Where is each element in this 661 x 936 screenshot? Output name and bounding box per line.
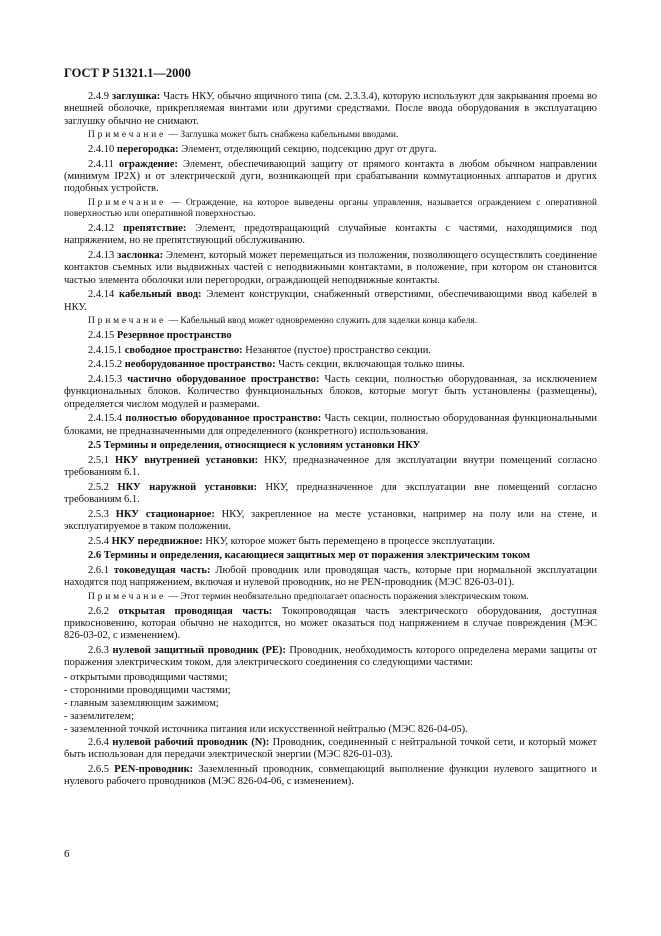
- list-item: - открытыми проводящими частями;: [64, 671, 228, 683]
- clause-2-6-4: 2.6.4 нулевой рабочий проводник (N): Проводник, соединенный с нейтральной точкой сети, и который может быть использован для передачи электрической энергии (МЭС 826-01-03).: [64, 736, 597, 760]
- clause-2-4-15: 2.4.15 Резервное пространство: [88, 330, 232, 341]
- list-item: - сторонними проводящими частями;: [64, 684, 231, 696]
- clause-2-6-3: 2.6.3 нулевой защитный проводник (PE): Проводник, необходимость которого определена мерами защиты от поражения электрическим током, для электрического соединения со следующими частями:: [64, 644, 597, 669]
- page-number: 6: [64, 848, 70, 860]
- section-heading-2-6: 2.6 Термины и определения, касающиеся защитных мер от поражения электрическим током: [88, 550, 531, 562]
- note-2-4-9: Примечание — Заглушка может быть снабжена кабельными вводами.: [88, 130, 399, 141]
- clause-2-4-15-3: 2.4.15.3 частично оборудованное пространство: Часть секции, полностью оборудованная, за исключением функциональных блоков. Количество функциональных блоков, которые могут быть установлены (размещены), определяется числом модулей и размерами.: [64, 373, 598, 410]
- clause-2-5-4: 2.5.4 НКУ передвижное: НКУ, которое может быть перемещено в процессе эксплуатации.: [88, 535, 495, 547]
- clause-2-4-11: 2.4.11 ограждение: Элемент, обеспечивающий защиту от прямого контакта в любом обычном направлении (минимум IP2X) и от электрической дуги, возникающей при срабатывании коммутационных аппаратов и других подобных устройств.: [64, 158, 597, 195]
- clause-2-4-12: 2.4.12 препятствие: Элемент, предотвращающий случайные контакты с частями, находящимися под напряжением, но не препятствующий обслуживанию.: [64, 223, 597, 247]
- list-item: - заземлителем;: [64, 710, 134, 722]
- clause-2-4-15-2: 2.4.15.2 необорудованное пространство: Часть секции, включающая только шины.: [88, 359, 465, 371]
- clause-2-6-1: 2.6.1 токоведущая часть: Любой проводник или проводящая часть, которые при нормальной эксплуатации находятся под напряжением, включая и нулевой проводник, но не PEN-проводник (МЭС 826-03-01).: [64, 564, 597, 589]
- clause-2-4-13: 2.4.13 заслонка: Элемент, который может перемещаться из положения, позволяющего осуществлять соединение контактов съемных или выдвижных частей с неподвижными контактами, в положение, при котором он становится частью элемента оболочки или перегородки, ограждающей неподвижные контакты.: [64, 250, 598, 286]
- list-item: - заземленной точкой источника питания или искусственной нейтралью (МЭС 826-04-05).: [64, 723, 468, 735]
- document-header: ГОСТ Р 51321.1—2000: [64, 66, 191, 80]
- note-2-4-11: Примечание — Ограждение, на которое выведены органы управления, называется ограждением с оперативной поверхностью или оперативной поверхностью.: [64, 198, 597, 220]
- clause-2-5-3: 2.5.3 НКУ стационарное: НКУ, закрепленное на месте установки, например на полу или на стене, и эксплуатируемое в таком положении.: [64, 508, 598, 533]
- clause-2-4-15-4: 2.4.15.4 полностью оборудованное пространство: Часть секции, полностью оборудованная функциональными блоками, не предназначенными для определенного (конкретного) использования.: [64, 413, 597, 437]
- clause-2-5-2: 2.5.2 НКУ наружной установки: НКУ, предназначенное для эксплуатации вне помещений согласно требованиям 6.1.: [64, 481, 598, 506]
- clause-2-5-1: 2.5.1 НКУ внутренней установки: НКУ, предназначенное для эксплуатации внутри помещений согласно требованиям 6.1.: [64, 454, 597, 479]
- section-heading-2-5: 2.5 Термины и определения, относящиеся к условиям установки НКУ: [88, 440, 421, 452]
- note-2-4-14: Примечание — Кабельный ввод может одновременно служить для заделки конца кабеля.: [88, 316, 478, 327]
- clause-2-6-5: 2.6.5 PEN-проводник: Заземленный проводник, совмещающий выполнение функции нулевого защитного и нулевого рабочего проводников (МЭС 826-04-06, с изменением).: [64, 763, 597, 787]
- note-2-6-1: Примечание — Этот термин необязательно предполагает опасность поражения электрическим током.: [88, 591, 529, 602]
- document-body: [64, 91, 597, 791]
- clause-2-4-14: 2.4.14 кабельный ввод: Элемент конструкции, снабженный отверстиями, обеспечивающими ввод кабелей в НКУ.: [64, 289, 597, 313]
- list-item: - главным заземляющим зажимом;: [64, 697, 219, 709]
- clause-2-6-2: 2.6.2 открытая проводящая часть: Токопроводящая часть электрического оборудования, доступная прикосновению, которая обычно не находится, но может оказаться под напряжением в случае повреждения (МЭС 826-03-02, с изменением).: [64, 605, 598, 642]
- clause-2-4-10: 2.4.10 перегородка: Элемент, отделяющий секцию, подсекцию друг от друга.: [88, 144, 437, 155]
- clause-2-4-9: 2.4.9 заглушка: Часть НКУ, обычно ящичного типа (см. 2.3.3.4), которую используют для закрывания проема во внешней оболочке, прикрепляемая винтами или другими средствами. После ввода оборудования в эксплуатацию заглушку обычно не снимают.: [64, 91, 598, 127]
- clause-2-4-15-1: 2.4.15.1 свободное пространство: Незанятое (пустое) пространство секции.: [88, 344, 431, 356]
